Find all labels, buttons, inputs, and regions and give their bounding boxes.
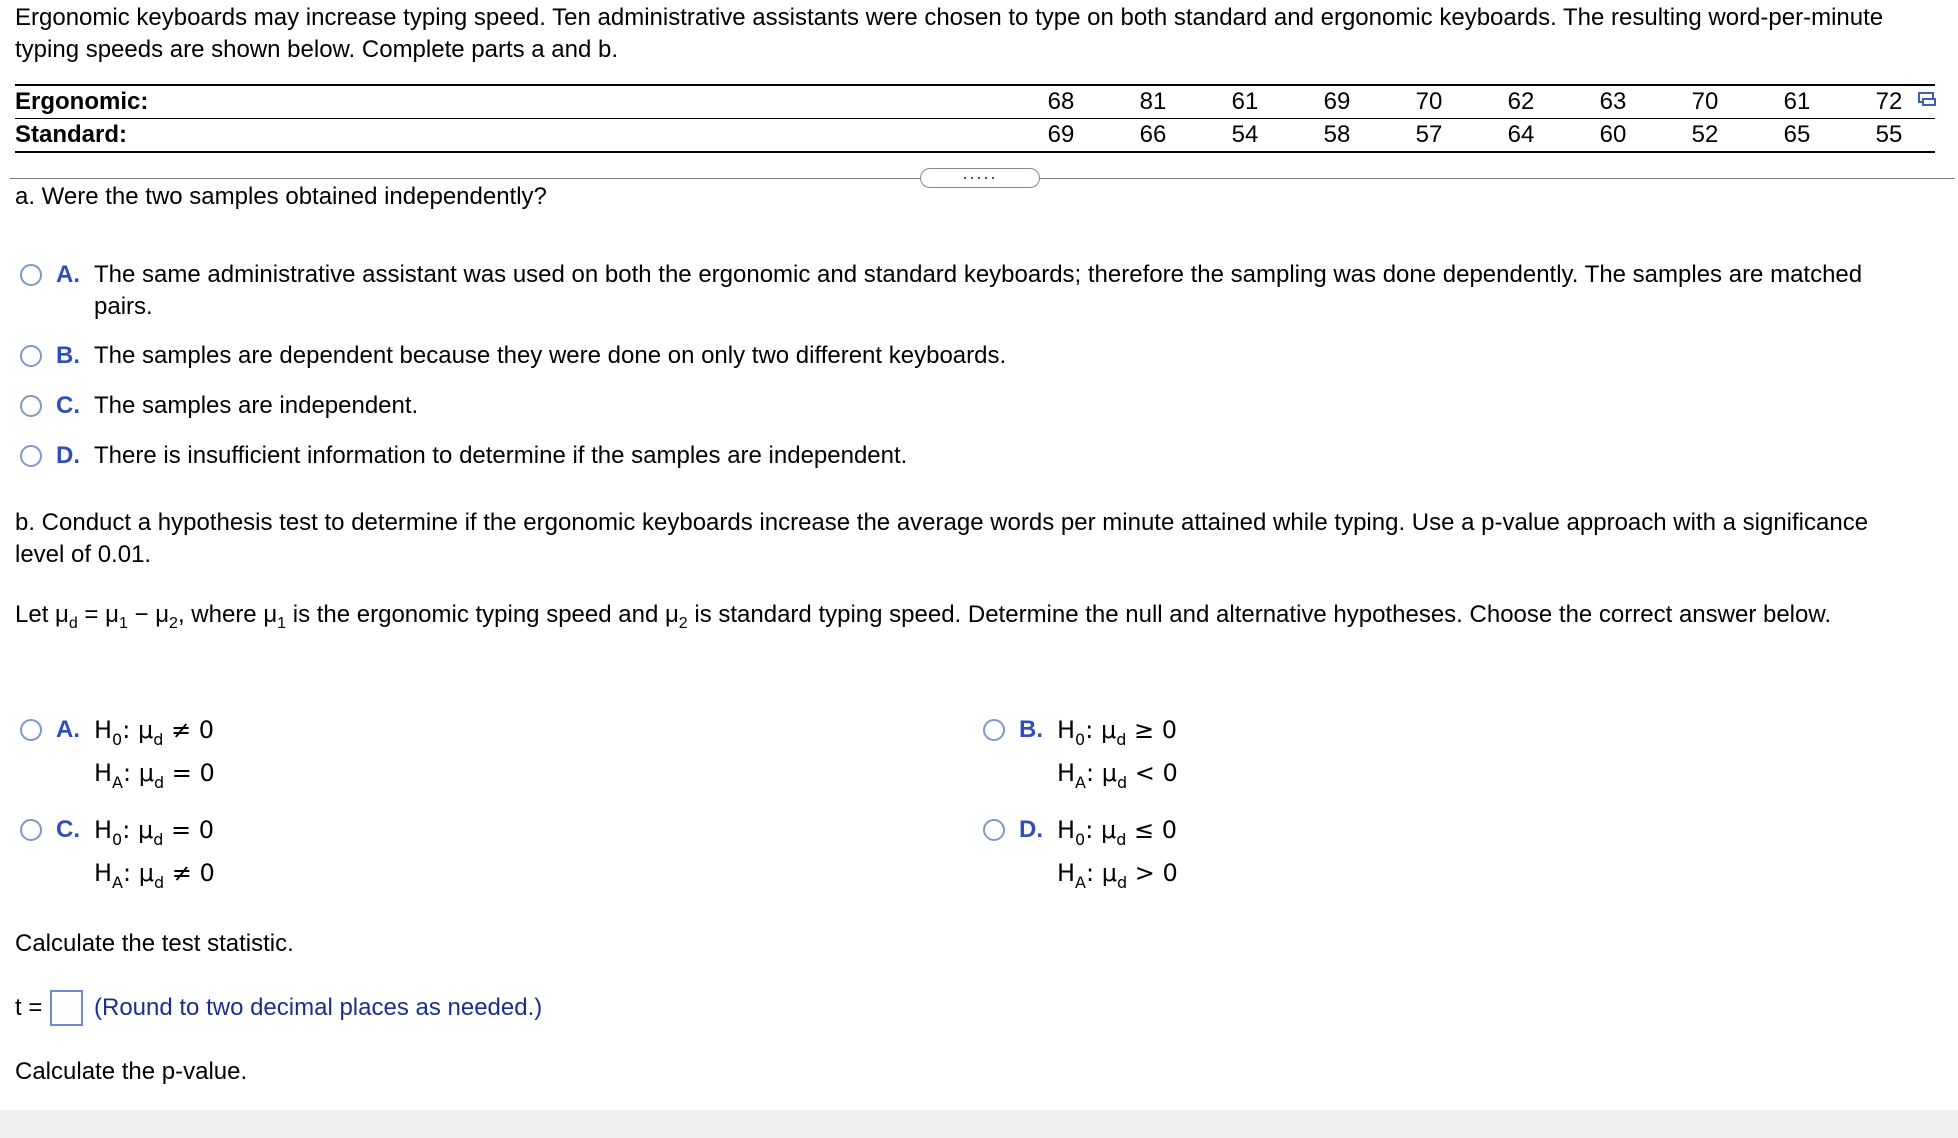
subscript: 2: [169, 615, 178, 632]
expand-more-button[interactable]: .....: [920, 168, 1040, 188]
table-row-standard: [15, 119, 1935, 153]
radio-button[interactable]: [20, 395, 42, 417]
calc-p-prompt: Calculate the p-value.: [15, 1058, 248, 1085]
alt-hypothesis: $H_A$: $\mu_d < 0$: [1057, 759, 1178, 792]
option-letter: D.: [1019, 816, 1043, 843]
hypothesis-pair: [1057, 810, 1178, 896]
subscript: 2: [678, 615, 688, 632]
option-letter: B.: [1019, 716, 1043, 743]
table-cell: 52: [1659, 119, 1751, 153]
table-cell: 81: [1107, 85, 1199, 119]
alt-hypothesis: $H_A$: $\mu_d > 0$: [1057, 859, 1178, 892]
part-a-option-a[interactable]: [20, 259, 1920, 323]
data-table: [15, 84, 1935, 153]
table-cell: 54: [1199, 119, 1291, 153]
hypothesis-pair: [94, 810, 215, 896]
copy-table-icon[interactable]: [1918, 92, 1936, 106]
null-hypothesis: $H_0$: $\mu_d \ge 0$: [1057, 716, 1178, 749]
table-cell: 61: [1751, 85, 1843, 119]
hypothesis-option-b[interactable]: [983, 710, 1178, 796]
table-cell: 57: [1383, 119, 1475, 153]
hypothesis-option-a[interactable]: [20, 710, 215, 796]
option-text: There is insufficient information to determine if the samples are independent.: [94, 442, 908, 469]
table-cell: 60: [1567, 119, 1659, 153]
table-cell: 64: [1475, 119, 1567, 153]
table-cell: 69: [1015, 119, 1107, 153]
option-letter: A.: [56, 261, 80, 288]
radio-button[interactable]: [983, 719, 1005, 741]
part-a-option-b[interactable]: [20, 340, 1006, 372]
hypothesis-option-d[interactable]: [983, 810, 1178, 896]
radio-button[interactable]: [983, 819, 1005, 841]
footer-bar: [0, 1110, 1958, 1138]
null-hypothesis: $H_0$: $\mu_d = 0$: [94, 816, 215, 849]
table-row-ergonomic: [15, 85, 1935, 119]
let-text: Let μ: [15, 601, 69, 628]
radio-button[interactable]: [20, 819, 42, 841]
table-cell: 70: [1659, 85, 1751, 119]
hypothesis-pair: [94, 710, 215, 796]
part-b-question: b. Conduct a hypothesis test to determine if the ergonomic keyboards increase the average words per minute attained while typing. Use a p-value approach with a significance level of 0.01.: [15, 509, 1869, 568]
radio-button[interactable]: [20, 719, 42, 741]
row-label: Standard:: [15, 119, 1015, 153]
let-text: is standard typing speed. Determine the null and alternative hypotheses. Choose the correct answer below.: [687, 601, 1832, 628]
subscript: d: [68, 615, 78, 632]
part-a-option-d[interactable]: [20, 440, 907, 472]
calc-stat-prompt: Calculate the test statistic.: [15, 930, 294, 957]
part-a-option-c[interactable]: [20, 390, 418, 422]
radio-button[interactable]: [20, 264, 42, 286]
t-label: t =: [15, 994, 43, 1021]
table-cell: 63: [1567, 85, 1659, 119]
table-cell: 72: [1843, 85, 1935, 119]
problem-intro: Ergonomic keyboards may increase typing speed. Ten administrative assistants were chosen to type on both standard and ergonomic keyboards. The resulting word-per-minute typing speeds are shown below. Complete parts a and b.: [15, 4, 1884, 63]
radio-button[interactable]: [20, 345, 42, 367]
table-cell: 62: [1475, 85, 1567, 119]
let-text: , where μ: [177, 601, 278, 628]
null-hypothesis: $H_0$: $\mu_d \le 0$: [1057, 816, 1178, 849]
radio-button[interactable]: [20, 445, 42, 467]
let-text: is the ergonomic typing speed and μ: [286, 601, 679, 628]
let-statement: [15, 597, 1915, 636]
null-hypothesis: $H_0$: $\mu_d \ne 0$: [94, 716, 215, 749]
table-cell: 55: [1843, 119, 1935, 153]
let-text: = μ: [77, 601, 119, 628]
table-cell: 69: [1291, 85, 1383, 119]
option-letter: C.: [56, 816, 80, 843]
option-letter: A.: [56, 716, 80, 743]
table-cell: 70: [1383, 85, 1475, 119]
option-letter: C.: [56, 392, 80, 419]
alt-hypothesis: $H_A$: $\mu_d = 0$: [94, 759, 215, 792]
option-letter: D.: [56, 442, 80, 469]
table-cell: 68: [1015, 85, 1107, 119]
part-a-question: a. Were the two samples obtained independently?: [15, 183, 547, 210]
option-text: The samples are dependent because they were done on only two different keyboards.: [94, 342, 1007, 369]
round-hint: (Round to two decimal places as needed.): [94, 994, 543, 1021]
option-text: The same administrative assistant was used on both the ergonomic and standard keyboards; therefore the sampling was done dependently. The samples are matched pairs.: [94, 261, 1863, 320]
let-text: − μ: [127, 601, 170, 628]
hypothesis-pair: [1057, 710, 1178, 796]
subscript: 1: [277, 615, 287, 632]
option-text: The samples are independent.: [94, 392, 419, 419]
alt-hypothesis: $H_A$: $\mu_d \ne 0$: [94, 859, 215, 892]
table-cell: 61: [1199, 85, 1291, 119]
table-cell: 58: [1291, 119, 1383, 153]
subscript: 1: [118, 615, 128, 632]
row-label: Ergonomic:: [15, 85, 1015, 119]
hypothesis-option-c[interactable]: [20, 810, 215, 896]
table-cell: 65: [1751, 119, 1843, 153]
t-statistic-input[interactable]: [50, 990, 83, 1026]
option-letter: B.: [56, 342, 80, 369]
table-cell: 66: [1107, 119, 1199, 153]
